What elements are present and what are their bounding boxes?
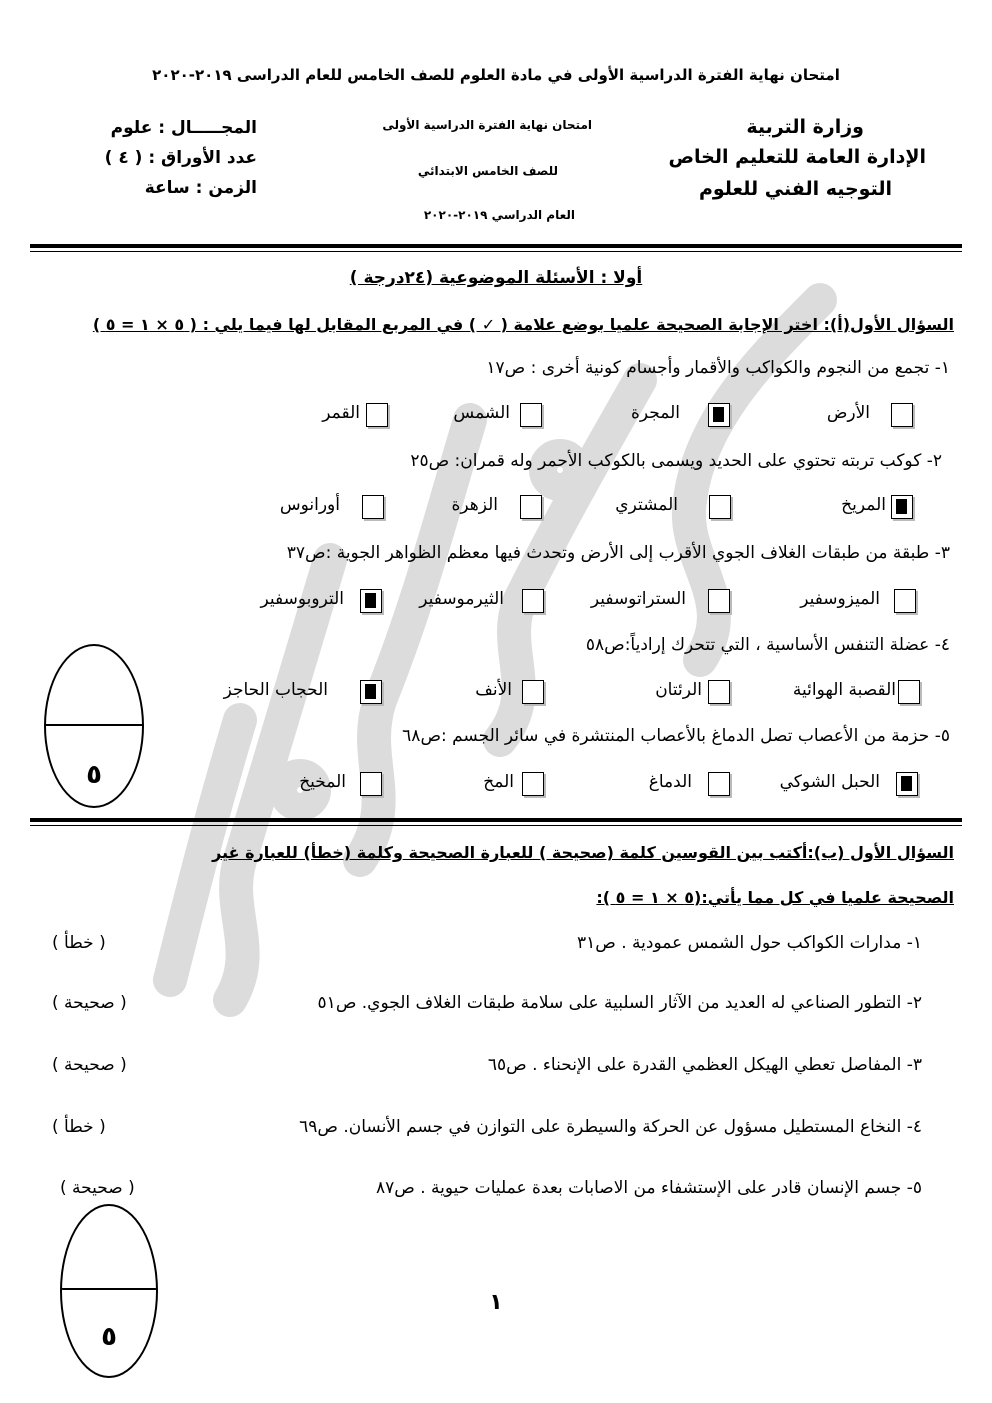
option-label: الزهرة (451, 495, 498, 515)
exam-time: الزمن : ساعة (144, 178, 257, 198)
q1b-answer-1: ( خطأ ) (52, 933, 106, 953)
option-label: الأرض (826, 403, 870, 423)
checkbox-2-2[interactable] (709, 495, 731, 519)
checkbox-3-2[interactable] (708, 589, 730, 613)
checkbox-2-1[interactable] (891, 495, 913, 519)
subject-field: المجـــــال : علوم (110, 118, 257, 138)
page-number: ١ (489, 1290, 503, 1315)
q1b-answer-3: ( صحيحة ) (52, 1055, 127, 1075)
q1b-answer-5: ( صحيحة ) (60, 1178, 135, 1198)
q1b-item-3: ٣- المفاصل تعطي الهيكل العظمي القدرة على الإنحناء . ص٦٥ (487, 1055, 922, 1075)
ministry-name: وزارة التربية (746, 116, 864, 138)
section-title: أولا : الأسئلة الموضوعية (٢٤درجة ) (349, 268, 643, 288)
option-label: التروبوسفير (260, 589, 344, 609)
section-divider-thin (30, 825, 962, 826)
option-label: الميزوسفير (800, 589, 880, 609)
checkbox-1-3[interactable] (520, 403, 542, 427)
exam-name: امتحان نهاية الفترة الدراسية الأولى (382, 118, 592, 132)
option-label: المشتري (615, 495, 678, 515)
checkbox-3-1[interactable] (894, 589, 916, 613)
checkbox-5-4[interactable] (360, 772, 382, 796)
q1a-item-3: ٣- طبقة من طبقات الغلاف الجوي الأقرب إلى الأرض وتحدث فيها معظم الظواهر الجوية :ص٣٧ (286, 543, 950, 563)
checkbox-4-2[interactable] (708, 680, 730, 704)
q1b-answer-4: ( خطأ ) (52, 1117, 106, 1137)
option-label: المريخ (841, 495, 886, 515)
school-year: العام الدراسي ٢٠١٩-٢٠٢٠ (423, 208, 575, 222)
checkbox-1-1[interactable] (891, 403, 913, 427)
department-name: التوجيه الفني للعلوم (698, 178, 892, 200)
checkbox-2-4[interactable] (362, 495, 384, 519)
q1b-item-1: ١- مدارات الكواكب حول الشمس عمودية . ص٣١ (577, 933, 922, 953)
option-label: القمر (322, 403, 360, 423)
exam-top-title: امتحان نهاية الفترة الدراسية الأولى في مادة العلوم للصف الخامس للعام الدراسى ٢٠١٩-٢٠٢٠ (152, 66, 840, 84)
q1a-item-1: ١- تجمع من النجوم والكواكب والأقمار وأجسام كونية أخرى : ص١٧ (486, 358, 950, 378)
option-label: الستراتوسفير (590, 589, 686, 609)
checkbox-1-4[interactable] (366, 403, 388, 427)
checkbox-1-2[interactable] (708, 403, 730, 427)
q1a-item-5: ٥- حزمة من الأعصاب تصل الدماغ بالأعصاب المنتشرة في سائر الجسم :ص٦٨ (402, 726, 950, 746)
checkbox-4-1[interactable] (898, 680, 920, 704)
option-label: المخيخ (299, 772, 346, 792)
checkbox-3-4[interactable] (360, 589, 382, 613)
checkbox-5-1[interactable] (896, 772, 918, 796)
q1a-score: ٥ (86, 760, 102, 790)
q1b-item-2: ٢- التطور الصناعي له العديد من الآثار السلبية على سلامة طبقات الغلاف الجوي. ص٥١ (317, 993, 922, 1013)
pages-count: عدد الأوراق : ( ٤ ) (104, 148, 257, 168)
header-divider (30, 244, 962, 248)
q1b-instruction-1: السؤال الأول (ب):أكتب بين القوسين كلمة (صحيحة ) للعبارة الصحيحة وكلمة (خطأ) للعبارة غير (212, 843, 954, 862)
q1b-instruction-2: الصحيحة علميا في كل مما يأتي:(٥ × ١ = ٥ ): (596, 888, 954, 907)
checkbox-3-3[interactable] (522, 589, 544, 613)
checkbox-2-3[interactable] (520, 495, 542, 519)
option-label: الشمس (453, 403, 510, 423)
option-label: الثيرموسفير (419, 589, 504, 609)
option-label: الأنف (475, 680, 512, 700)
q1a-item-4: ٤- عضلة التنفس الأساسية ، التي تتحرك إرادياً:ص٥٨ (585, 635, 950, 655)
option-label: الدماغ (648, 772, 692, 792)
option-label: المجرة (631, 403, 680, 423)
q1b-answer-2: ( صحيحة ) (52, 993, 127, 1013)
q1b-score: ٥ (101, 1322, 117, 1352)
option-label: الحبل الشوكي (779, 772, 880, 792)
option-label: القصبة الهوائية (792, 680, 896, 700)
q1a-instruction: السؤال الأول(أ): اختر الإجابة الصحيحة علميا بوضع علامة ( ✓ ) في المربع المقابل لها فيما يلي : ( ٥ × ١ = ٥ ) (92, 315, 954, 334)
checkbox-4-4[interactable] (360, 680, 382, 704)
checkbox-4-3[interactable] (522, 680, 544, 704)
option-label: الرئتان (655, 680, 702, 700)
checkbox-5-3[interactable] (522, 772, 544, 796)
q1a-score-oval (44, 644, 144, 808)
admin-name: الإدارة العامة للتعليم الخاص (668, 146, 926, 168)
option-label: أورانوس (279, 495, 340, 515)
q1b-item-4: ٤- النخاع المستطيل مسؤول عن الحركة والسيطرة على التوازن في جسم الأنسان. ص٦٩ (299, 1117, 922, 1137)
option-label: الحجاب الحاجز (223, 680, 328, 700)
q1b-item-5: ٥- جسم الإنسان قادر على الإستشفاء من الاصابات بعدة عمليات حيوية . ص٨٧ (375, 1178, 922, 1198)
header-divider-thin (30, 251, 962, 252)
section-divider (30, 818, 962, 822)
option-label: المخ (483, 772, 514, 792)
grade-name: للصف الخامس الابتدائي (417, 164, 558, 178)
q1a-item-2: ٢- كوكب تربته تحتوي على الحديد ويسمى بالكوكب الأحمر وله قمران: ص٢٥ (410, 451, 942, 471)
checkbox-5-2[interactable] (708, 772, 730, 796)
